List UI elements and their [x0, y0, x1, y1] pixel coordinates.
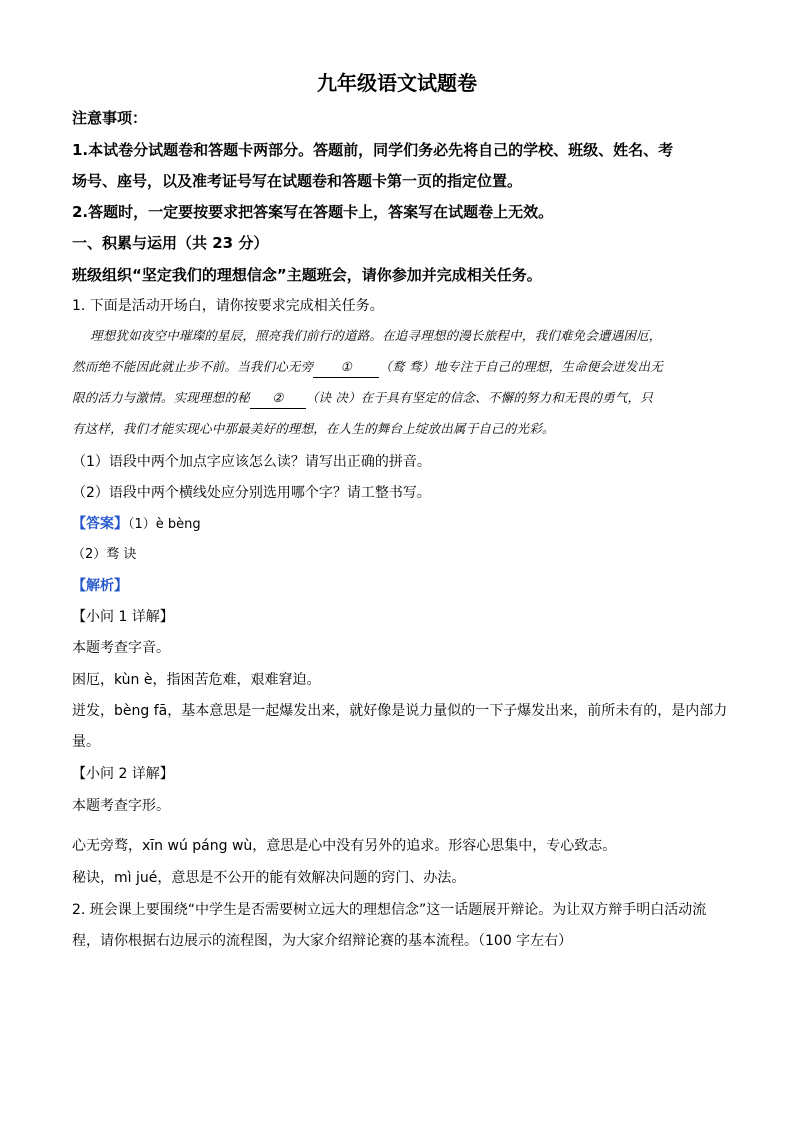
answer-label: 【答案】	[72, 516, 128, 532]
passage-line-1: 理想犹如夜空中璀璨的星辰，照亮我们前行的道路。在追寻理想的漫长旅程中，我们难免会遭遇困厄，	[90, 328, 662, 343]
passage-text: 在于具有坚定的信念、不懈的努力和无畏的勇气，只	[360, 390, 653, 405]
detail-1-label: 【小问 1 详解】	[72, 609, 174, 625]
notice-item-1: 1.本试卷分试题卷和答题卡两部分。答题前，同学们务必先将自己的学校、班级、姓名、考	[72, 141, 674, 159]
question-1-stem: 1. 下面是活动开场白，请你按要求完成相关任务。	[72, 298, 384, 314]
detail-2-line-b: 心无旁骛，xīn wú páng wù，意思是心中没有另外的追求。形容心思集中，专心致志。	[72, 838, 617, 854]
detail-2-label: 【小问 2 详解】	[72, 766, 174, 782]
detail-1-line-b: 困厄，kùn è，指困苦危难，艰难窘迫。	[72, 672, 321, 688]
passage-line-3	[72, 388, 653, 409]
detail-1-line-d: 量。	[72, 734, 100, 750]
question-2-stem: 2. 班会课上要围绕“中学生是否需要树立远大的理想信念”这一话题展开辩论。为让双方辩手明白活动流	[72, 902, 707, 918]
blank-1: ①	[313, 357, 379, 378]
answer-1: （1）è bèng	[128, 517, 201, 532]
sub-question-2: （2）语段中两个横线处应分别选用哪个字？请工整书写。	[72, 485, 431, 501]
blank-2: ②	[250, 388, 306, 409]
detail-1-line-c: 迸发，bèng fā，基本意思是一起爆发出来，就好像是说力量似的一下子爆发出来，前所未有的，是内部力	[72, 703, 728, 719]
detail-1-line-a: 本题考查字音。	[72, 640, 170, 656]
analysis-label: 【解析】	[72, 578, 128, 594]
passage-line-4: 有这样，我们才能实现心中那最美好的理想，在人生的舞台上绽放出属于自己的光彩。	[72, 421, 555, 436]
passage-text: 限的活力与激情。实现理想的秘	[72, 390, 250, 405]
passage-text: 然而绝不能因此就止步不前。当我们心无旁	[72, 359, 314, 374]
page-title: 九年级语文试题卷	[317, 71, 477, 95]
notice-item-2: 2.答题时，一定要按要求把答案写在答题卡上，答案写在试题卷上无效。	[72, 203, 554, 221]
sub-question-1: （1）语段中两个加点字应该怎么读？请写出正确的拼音。	[72, 454, 431, 470]
notice-item-1-cont: 场号、座号，以及准考证号写在试题卷和答题卡第一页的指定位置。	[72, 172, 523, 190]
answer-line-2: （2）骛 诀	[72, 547, 137, 562]
detail-2-line-a: 本题考查字形。	[72, 798, 170, 814]
passage-text: 地专注于自己的理想，生命便会迸发出无	[434, 359, 663, 374]
question-2-stem-cont: 程，请你根据右边展示的流程图，为大家介绍辩论赛的基本流程。（100 字左右）	[72, 933, 573, 949]
task-intro: 班级组织“坚定我们的理想信念”主题班会，请你参加并完成相关任务。	[72, 266, 542, 284]
notice-header: 注意事项：	[72, 109, 148, 127]
section-heading: 一、积累与运用（共 23 分）	[72, 234, 269, 252]
passage-line-2	[72, 357, 663, 378]
blank-2-hint: （诀 决）	[305, 390, 361, 405]
answer-line-1	[72, 514, 201, 535]
detail-2-line-c: 秘诀，mì jué，意思是不公开的能有效解决问题的窍门、办法。	[72, 870, 466, 886]
blank-1-hint: （鹜 骛）	[379, 359, 435, 374]
